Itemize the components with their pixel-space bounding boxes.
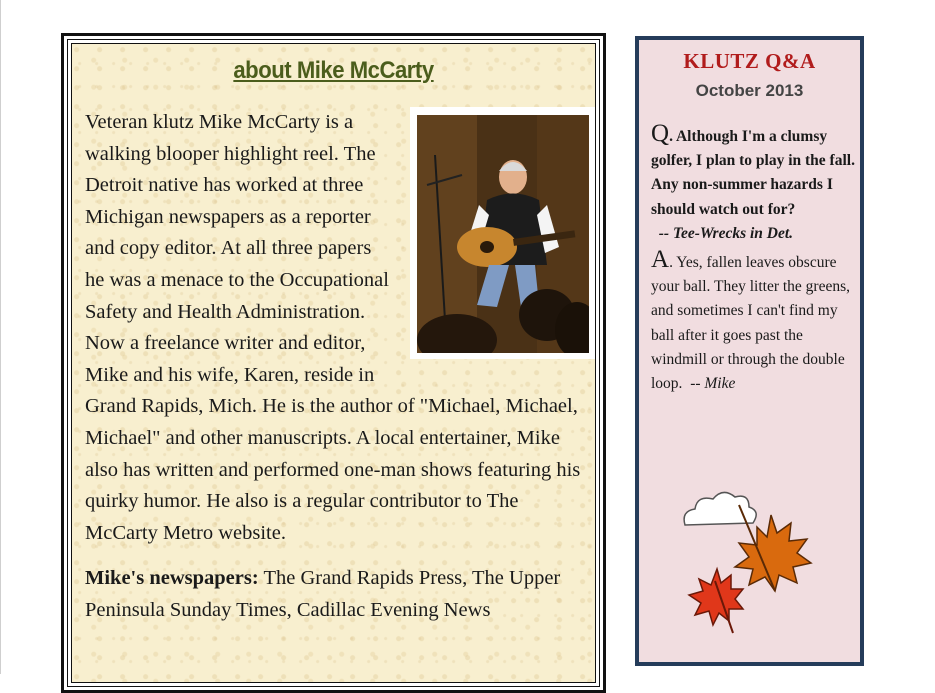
about-box	[61, 33, 606, 693]
page-edge-rule	[0, 0, 1, 674]
answer-block	[651, 248, 856, 396]
about-box-border	[67, 39, 600, 687]
answer-letter: A	[651, 246, 670, 274]
qa-title: KLUTZ Q&A	[683, 49, 816, 73]
author-photo-frame	[410, 107, 595, 359]
question-signature: -- Tee-Wrecks in Det.	[658, 224, 794, 242]
about-body	[85, 107, 595, 627]
man-playing-guitar-icon	[417, 115, 589, 353]
qa-box	[635, 36, 864, 666]
about-box-panel	[71, 43, 596, 683]
bio-text: Veteran klutz Mike McCarty is a walking blooper highlight reel. The Detroit native has worked at three Michigan newspapers as a reporter and copy editor. At all three papers he was a menace to the Occupational Safety and Health Administration. Now a freelance writer and editor, Mike and his wife, Karen, reside in Grand Rapids, Mich. He is the author of "Michael, Michael, Michael" and other manuscripts. A local entertainer, Mike also has written and performed one-man shows featuring his quirky humor. He also is a regular contributor to The McCarty Metro website.	[85, 111, 581, 544]
answer-signature: -- Mike	[690, 375, 736, 393]
author-photo	[417, 115, 589, 353]
qa-date: October 2013	[695, 81, 804, 100]
newspapers-list: The Grand Rapids Press, The Upper Peninsula Sunday Times, Cadillac Evening News	[85, 567, 561, 621]
question-text: . Although I'm a clumsy golfer, I plan to play in the fall. Any non-summer hazards I should watch out for?	[651, 128, 855, 218]
red-leaf-icon	[689, 569, 743, 633]
about-title[interactable]: about Mike McCarty	[233, 57, 434, 84]
question-block	[651, 122, 856, 246]
question-letter: Q	[651, 120, 670, 147]
answer-text: . Yes, fallen leaves obscure your ball. They litter the greens, and sometimes I can't find my ball after it goes past the windmill or through the double loop.	[651, 254, 851, 393]
newspapers-paragraph	[85, 563, 595, 626]
newspapers-label: Mike's newspapers:	[85, 567, 259, 590]
qa-content	[651, 122, 856, 396]
autumn-leaves-icon	[679, 485, 819, 635]
